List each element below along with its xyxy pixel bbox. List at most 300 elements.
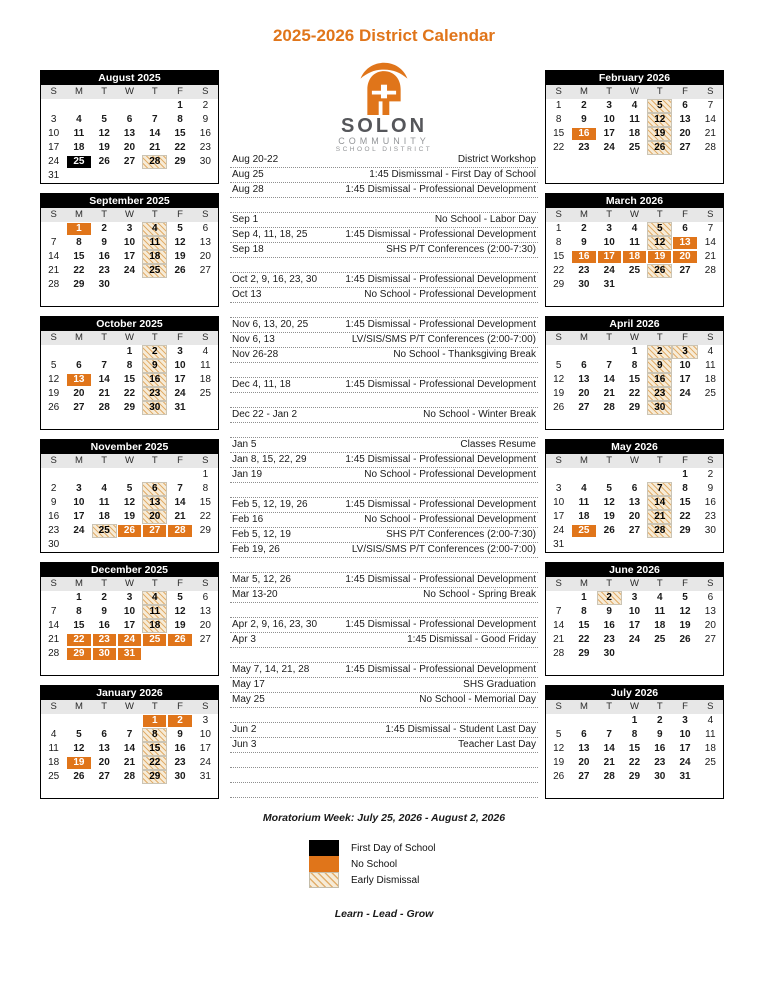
weekday-label: M bbox=[74, 86, 83, 97]
weekday-label: M bbox=[74, 578, 83, 589]
weekday-label: S bbox=[555, 455, 562, 466]
day-cell: 3 bbox=[631, 592, 638, 603]
day-cell: 18 bbox=[98, 511, 110, 522]
weekday-header-row bbox=[546, 454, 723, 468]
weekday-label: W bbox=[630, 578, 639, 589]
month-title: September 2025 bbox=[41, 194, 218, 208]
logo-district-text: SCHOOL DISTRICT bbox=[335, 146, 433, 153]
event-description: 1:45 Dismissal - Professional Development bbox=[345, 274, 536, 285]
day-cell: 11 bbox=[629, 237, 640, 248]
month-day-grid bbox=[546, 468, 723, 552]
day-cell: 8 bbox=[177, 114, 183, 125]
day-cell: 28 bbox=[553, 648, 565, 659]
day-cell: 8 bbox=[555, 237, 562, 248]
day-cell: 22 bbox=[553, 265, 565, 276]
day-cell: 16 bbox=[174, 743, 186, 754]
day-cell: 8 bbox=[126, 360, 133, 371]
day-cell: 24 bbox=[553, 525, 565, 536]
day-cell: 4 bbox=[657, 592, 663, 603]
day-cell: 6 bbox=[581, 360, 587, 371]
month-title: January 2026 bbox=[41, 686, 218, 700]
weekday-label: S bbox=[555, 86, 562, 97]
day-cell: 19 bbox=[174, 620, 186, 631]
day-cell: 29 bbox=[553, 279, 565, 290]
day-cell: 28 bbox=[603, 402, 615, 413]
day-cell: 22 bbox=[578, 634, 590, 645]
day-cell: 10 bbox=[679, 360, 691, 371]
day-cell: 10 bbox=[123, 606, 136, 617]
month-block-november-2025 bbox=[40, 439, 219, 553]
day-cell: 7 bbox=[50, 606, 57, 617]
day-cell: 12 bbox=[174, 606, 186, 617]
day-cell: 19 bbox=[553, 757, 565, 768]
day-cell: 26 bbox=[553, 771, 565, 782]
day-cell: 29 bbox=[123, 402, 136, 413]
day-cell: 22 bbox=[679, 511, 691, 522]
day-cell: 12 bbox=[603, 497, 615, 508]
day-cell: 18 bbox=[73, 142, 85, 153]
day-cell: 26 bbox=[174, 265, 186, 276]
weekday-label: T bbox=[606, 86, 613, 97]
day-cell: 26 bbox=[98, 156, 110, 167]
weekday-label: F bbox=[682, 455, 688, 466]
day-cell: 13 bbox=[679, 114, 691, 125]
weekday-label: W bbox=[630, 86, 639, 97]
event-row bbox=[230, 498, 538, 513]
day-cell: 15 bbox=[73, 251, 85, 262]
day-cell: 10 bbox=[123, 237, 136, 248]
day-cell: 14 bbox=[48, 251, 60, 262]
weekday-label: W bbox=[125, 455, 134, 466]
day-cell: 11 bbox=[73, 128, 85, 139]
day-cell: 5 bbox=[555, 729, 562, 740]
day-cell-no-school: 26 bbox=[117, 524, 142, 538]
day-cell: 4 bbox=[76, 114, 82, 125]
event-date: May 17 bbox=[232, 679, 265, 690]
event-row-blank bbox=[230, 423, 538, 438]
day-cell: 31 bbox=[679, 771, 691, 782]
day-cell: 3 bbox=[606, 223, 612, 234]
event-row bbox=[230, 543, 538, 558]
day-cell: 4 bbox=[50, 729, 57, 740]
day-cell: 23 bbox=[578, 142, 590, 153]
event-description: SHS P/T Conferences (2:00-7:30) bbox=[386, 529, 536, 540]
day-cell: 17 bbox=[123, 251, 136, 262]
day-cell-early-dismissal: 30 bbox=[142, 401, 167, 415]
day-cell: 13 bbox=[578, 743, 590, 754]
day-cell: 7 bbox=[126, 729, 133, 740]
day-cell: 10 bbox=[199, 729, 211, 740]
event-description: No School - Thanksgiving Break bbox=[393, 349, 536, 360]
event-description: No School - Professional Development bbox=[364, 469, 536, 480]
weekday-label: T bbox=[656, 578, 663, 589]
day-cell: 9 bbox=[581, 114, 587, 125]
event-date: Nov 26-28 bbox=[232, 349, 279, 360]
day-cell: 4 bbox=[707, 715, 714, 726]
event-description: LV/SIS/SMS P/T Conferences (2:00-7:00) bbox=[351, 544, 536, 555]
day-cell: 6 bbox=[682, 100, 688, 111]
event-row-blank bbox=[230, 483, 538, 498]
event-description: No School - Professional Development bbox=[364, 289, 536, 300]
day-cell: 18 bbox=[654, 620, 666, 631]
event-description: 1:45 Dismissal - Professional Development bbox=[345, 184, 536, 195]
day-cell-no-school: 31 bbox=[117, 647, 142, 661]
day-cell: 16 bbox=[704, 497, 716, 508]
day-cell: 15 bbox=[628, 743, 641, 754]
day-cell: 25 bbox=[654, 634, 666, 645]
day-cell: 1 bbox=[631, 715, 638, 726]
weekday-label: S bbox=[707, 701, 714, 712]
day-cell: 24 bbox=[73, 525, 85, 536]
day-cell: 3 bbox=[177, 346, 183, 357]
day-cell: 11 bbox=[48, 743, 59, 754]
weekday-label: M bbox=[579, 86, 588, 97]
day-cell-no-school: 25 bbox=[571, 524, 596, 538]
month-title: March 2026 bbox=[546, 194, 723, 208]
weekday-label: T bbox=[656, 209, 663, 220]
weekday-label: F bbox=[177, 455, 183, 466]
event-date: Jan 8, 15, 22, 29 bbox=[232, 454, 307, 465]
day-cell-early-dismissal: 5 bbox=[647, 222, 672, 236]
day-cell: 12 bbox=[174, 237, 186, 248]
event-row-blank bbox=[230, 363, 538, 378]
weekday-label: F bbox=[177, 578, 183, 589]
day-cell: 8 bbox=[76, 606, 82, 617]
weekday-label: S bbox=[202, 455, 209, 466]
event-description: District Workshop bbox=[457, 154, 536, 165]
event-date: Oct 2, 9, 16, 23, 30 bbox=[232, 274, 318, 285]
month-day-grid bbox=[546, 222, 723, 292]
event-row bbox=[230, 318, 538, 333]
day-cell: 24 bbox=[174, 388, 186, 399]
weekday-header-row bbox=[41, 208, 218, 222]
event-row bbox=[230, 153, 538, 168]
weekday-label: W bbox=[125, 332, 134, 343]
day-cell: 13 bbox=[199, 237, 211, 248]
event-row bbox=[230, 678, 538, 693]
month-block-may-2026 bbox=[545, 439, 724, 553]
day-cell-no-school: 1 bbox=[142, 714, 167, 728]
weekday-label: W bbox=[630, 455, 639, 466]
early-dismissal-swatch bbox=[309, 872, 339, 888]
day-cell: 17 bbox=[603, 128, 615, 139]
day-cell: 16 bbox=[654, 743, 666, 754]
day-cell: 10 bbox=[679, 729, 691, 740]
day-cell: 27 bbox=[98, 771, 110, 782]
event-row bbox=[230, 588, 538, 603]
day-cell: 25 bbox=[628, 265, 641, 276]
day-cell: 12 bbox=[73, 743, 85, 754]
month-title: November 2025 bbox=[41, 440, 218, 454]
day-cell-early-dismissal: 28 bbox=[142, 155, 167, 169]
event-description: No School - Winter Break bbox=[423, 409, 536, 420]
weekday-label: S bbox=[202, 86, 209, 97]
day-cell: 27 bbox=[578, 771, 590, 782]
day-cell: 23 bbox=[704, 511, 716, 522]
day-cell: 29 bbox=[628, 771, 641, 782]
event-row-blank bbox=[230, 198, 538, 213]
month-block-september-2025 bbox=[40, 193, 219, 307]
day-cell: 8 bbox=[631, 729, 638, 740]
day-cell: 25 bbox=[199, 388, 211, 399]
event-row bbox=[230, 273, 538, 288]
day-cell: 20 bbox=[679, 128, 691, 139]
day-cell: 3 bbox=[682, 715, 688, 726]
empty-day-cell bbox=[92, 468, 117, 482]
weekday-label: S bbox=[50, 455, 57, 466]
event-description: 1:45 Dismissal - Professional Development bbox=[345, 664, 536, 675]
day-cell: 8 bbox=[682, 483, 688, 494]
event-row bbox=[230, 438, 538, 453]
day-cell: 30 bbox=[98, 279, 110, 290]
day-cell: 5 bbox=[126, 483, 133, 494]
day-cell: 27 bbox=[679, 142, 691, 153]
event-row bbox=[230, 573, 538, 588]
day-cell: 26 bbox=[679, 634, 691, 645]
weekday-label: S bbox=[202, 578, 209, 589]
day-cell-early-dismissal: 9 bbox=[647, 359, 672, 373]
day-cell: 3 bbox=[126, 592, 133, 603]
weekday-label: M bbox=[579, 209, 588, 220]
event-row bbox=[230, 243, 538, 258]
day-cell: 21 bbox=[704, 251, 716, 262]
empty-day-cell bbox=[41, 345, 66, 359]
day-cell: 6 bbox=[631, 483, 638, 494]
weekday-header-row bbox=[546, 331, 723, 345]
weekday-label: T bbox=[606, 332, 613, 343]
day-cell: 11 bbox=[629, 114, 640, 125]
day-cell: 7 bbox=[555, 606, 562, 617]
event-date: Mar 5, 12, 26 bbox=[232, 574, 291, 585]
weekday-label: M bbox=[74, 455, 83, 466]
event-date: Sep 1 bbox=[232, 214, 259, 225]
empty-day-cell bbox=[546, 345, 571, 359]
day-cell: 23 bbox=[174, 757, 186, 768]
day-cell: 23 bbox=[603, 634, 615, 645]
day-cell-early-dismissal: 16 bbox=[142, 373, 167, 387]
day-cell: 4 bbox=[707, 346, 714, 357]
month-title: June 2026 bbox=[546, 563, 723, 577]
day-cell: 10 bbox=[603, 237, 615, 248]
day-cell: 15 bbox=[73, 620, 85, 631]
day-cell: 27 bbox=[199, 634, 211, 645]
day-cell-early-dismissal: 22 bbox=[142, 756, 167, 770]
day-cell: 27 bbox=[704, 634, 716, 645]
day-cell-early-dismissal: 25 bbox=[92, 524, 117, 538]
event-description: SHS P/T Conferences (2:00-7:30) bbox=[386, 244, 536, 255]
left-month-column bbox=[40, 70, 219, 799]
day-cell-no-school: 28 bbox=[167, 524, 192, 538]
weekday-label: F bbox=[682, 209, 688, 220]
weekday-label: T bbox=[151, 701, 158, 712]
empty-day-cell bbox=[66, 345, 91, 359]
event-row bbox=[230, 633, 538, 648]
event-description: 1:45 Dismissal - Good Friday bbox=[407, 634, 536, 645]
day-cell: 12 bbox=[123, 497, 136, 508]
day-cell: 20 bbox=[123, 142, 136, 153]
event-row bbox=[230, 738, 538, 753]
weekday-label: F bbox=[177, 209, 183, 220]
day-cell: 22 bbox=[628, 757, 641, 768]
day-cell: 12 bbox=[553, 374, 565, 385]
event-row-blank bbox=[230, 303, 538, 318]
weekday-label: T bbox=[606, 455, 613, 466]
weekday-label: S bbox=[555, 209, 562, 220]
day-cell: 13 bbox=[578, 374, 590, 385]
weekday-label: T bbox=[606, 209, 613, 220]
event-row-blank bbox=[230, 768, 538, 783]
empty-day-cell bbox=[66, 468, 91, 482]
day-cell: 21 bbox=[98, 388, 110, 399]
day-cell-early-dismissal: 2 bbox=[142, 345, 167, 359]
legend-label: Early Dismissal bbox=[351, 874, 420, 886]
event-row-blank bbox=[230, 783, 538, 798]
weekday-label: S bbox=[707, 332, 714, 343]
day-cell: 22 bbox=[174, 142, 186, 153]
event-date: Jun 3 bbox=[232, 739, 257, 750]
day-cell: 6 bbox=[682, 223, 688, 234]
day-cell: 21 bbox=[603, 757, 615, 768]
empty-day-cell bbox=[647, 468, 672, 482]
weekday-header-row bbox=[546, 85, 723, 99]
no-school-swatch bbox=[309, 856, 339, 872]
day-cell: 8 bbox=[76, 237, 82, 248]
day-cell: 13 bbox=[199, 606, 211, 617]
day-cell-early-dismissal: 8 bbox=[142, 728, 167, 742]
day-cell: 1 bbox=[555, 100, 562, 111]
event-row bbox=[230, 468, 538, 483]
day-cell: 25 bbox=[628, 142, 641, 153]
weekday-label: W bbox=[630, 209, 639, 220]
day-cell: 15 bbox=[199, 497, 211, 508]
weekday-label: F bbox=[682, 578, 688, 589]
day-cell-early-dismissal: 21 bbox=[647, 510, 672, 524]
day-cell: 14 bbox=[603, 374, 615, 385]
day-cell: 1 bbox=[631, 346, 638, 357]
event-row bbox=[230, 618, 538, 633]
month-title: July 2026 bbox=[546, 686, 723, 700]
event-description: LV/SIS/SMS P/T Conferences (2:00-7:00) bbox=[351, 334, 536, 345]
day-cell: 27 bbox=[199, 265, 211, 276]
empty-day-cell bbox=[571, 345, 596, 359]
empty-day-cell bbox=[41, 222, 66, 236]
day-cell: 15 bbox=[174, 128, 186, 139]
day-cell: 18 bbox=[578, 511, 590, 522]
weekday-label: F bbox=[177, 86, 183, 97]
day-cell-early-dismissal: 18 bbox=[142, 619, 167, 633]
page-title: 2025-2026 District Calendar bbox=[272, 26, 496, 45]
event-date: Feb 19, 26 bbox=[232, 544, 280, 555]
day-cell: 19 bbox=[48, 388, 60, 399]
weekday-label: F bbox=[682, 86, 688, 97]
day-cell: 24 bbox=[679, 388, 691, 399]
day-cell-no-school: 19 bbox=[66, 756, 91, 770]
day-cell: 8 bbox=[581, 606, 587, 617]
weekday-header-row bbox=[546, 700, 723, 714]
day-cell: 12 bbox=[98, 128, 110, 139]
day-cell: 30 bbox=[654, 771, 666, 782]
day-cell-no-school: 29 bbox=[66, 647, 91, 661]
day-cell: 24 bbox=[199, 757, 211, 768]
day-cell-early-dismissal: 12 bbox=[647, 236, 672, 250]
legend-item-early-dismissal bbox=[309, 872, 459, 888]
day-cell: 12 bbox=[679, 606, 691, 617]
event-date: Feb 5, 12, 19 bbox=[232, 529, 291, 540]
day-cell: 12 bbox=[553, 743, 565, 754]
event-row bbox=[230, 228, 538, 243]
day-cell: 15 bbox=[553, 128, 565, 139]
day-cell-no-school: 1 bbox=[66, 222, 91, 236]
day-cell: 5 bbox=[606, 483, 612, 494]
event-description: 1:45 Dismissal - Professional Development bbox=[345, 574, 536, 585]
day-cell: 29 bbox=[578, 648, 590, 659]
event-row bbox=[230, 723, 538, 738]
empty-day-cell bbox=[41, 99, 66, 113]
day-cell: 31 bbox=[553, 539, 565, 550]
day-cell: 6 bbox=[202, 223, 209, 234]
day-cell: 28 bbox=[98, 402, 110, 413]
day-cell: 9 bbox=[581, 237, 587, 248]
day-cell: 14 bbox=[704, 237, 716, 248]
weekday-label: M bbox=[74, 332, 83, 343]
event-row bbox=[230, 213, 538, 228]
day-cell: 30 bbox=[174, 771, 186, 782]
day-cell: 18 bbox=[704, 374, 716, 385]
day-cell: 24 bbox=[603, 142, 615, 153]
weekday-label: T bbox=[151, 209, 158, 220]
day-cell: 17 bbox=[679, 374, 691, 385]
day-cell: 21 bbox=[149, 142, 161, 153]
day-cell: 21 bbox=[123, 757, 136, 768]
day-cell: 5 bbox=[555, 360, 562, 371]
day-cell: 3 bbox=[126, 223, 133, 234]
day-cell: 16 bbox=[98, 251, 110, 262]
day-cell: 2 bbox=[581, 100, 587, 111]
day-cell: 2 bbox=[101, 223, 107, 234]
day-cell: 6 bbox=[707, 592, 714, 603]
day-cell: 1 bbox=[202, 469, 209, 480]
weekday-label: W bbox=[630, 701, 639, 712]
event-date: Jun 2 bbox=[232, 724, 257, 735]
day-cell: 2 bbox=[657, 715, 663, 726]
weekday-label: S bbox=[50, 578, 57, 589]
day-cell: 10 bbox=[553, 497, 565, 508]
day-cell: 7 bbox=[606, 729, 612, 740]
weekday-header-row bbox=[41, 85, 218, 99]
weekday-label: T bbox=[101, 332, 108, 343]
day-cell: 14 bbox=[123, 743, 136, 754]
day-cell: 22 bbox=[123, 388, 136, 399]
empty-day-cell bbox=[571, 714, 596, 728]
spartan-helmet-icon bbox=[352, 62, 416, 118]
weekday-label: S bbox=[555, 701, 562, 712]
day-cell: 10 bbox=[174, 360, 186, 371]
day-cell: 22 bbox=[553, 142, 565, 153]
day-cell-early-dismissal: 23 bbox=[142, 387, 167, 401]
month-block-february-2026 bbox=[545, 70, 724, 184]
empty-day-cell bbox=[142, 468, 167, 482]
weekday-label: M bbox=[579, 578, 588, 589]
day-cell-early-dismissal: 26 bbox=[647, 264, 672, 278]
day-cell: 14 bbox=[174, 497, 186, 508]
day-cell: 13 bbox=[628, 497, 641, 508]
day-cell-no-school: 13 bbox=[66, 373, 91, 387]
day-cell: 23 bbox=[654, 757, 666, 768]
month-title: May 2026 bbox=[546, 440, 723, 454]
day-cell-early-dismissal: 4 bbox=[142, 222, 167, 236]
day-cell: 11 bbox=[654, 606, 666, 617]
event-row-blank bbox=[230, 393, 538, 408]
